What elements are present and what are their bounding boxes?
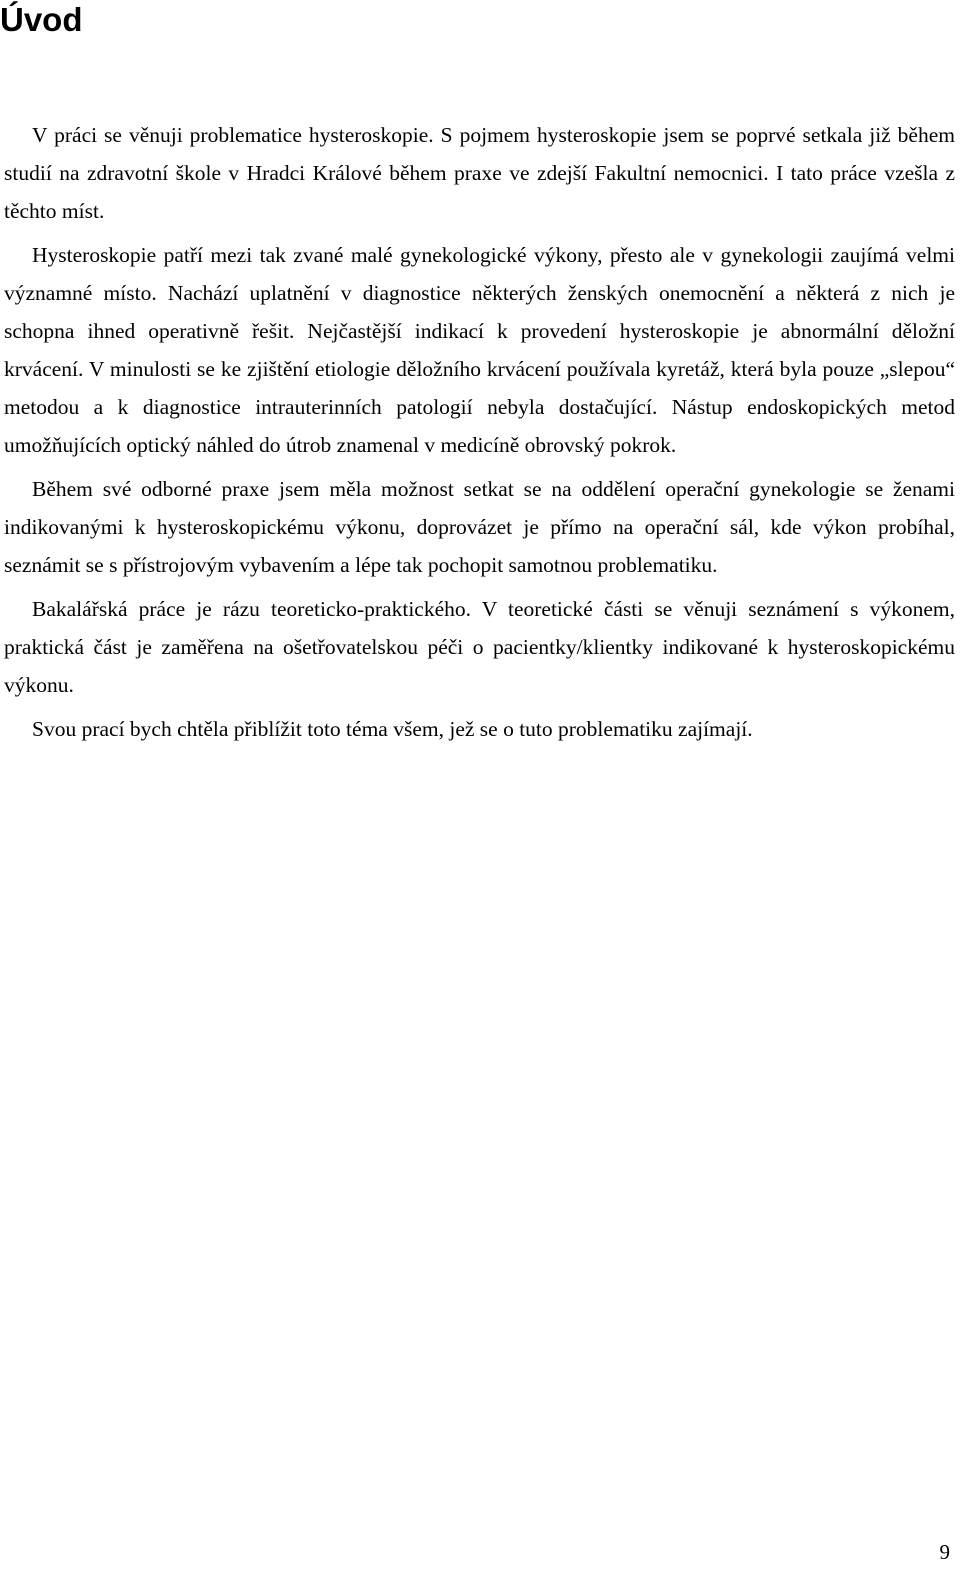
paragraph-3: Během své odborné praxe jsem měla možnost setkat se na oddělení operační gynekologie se ženami indikovanými k hysteroskopickému výkonu, doprovázet je přímo na operační sál, kde výkon probíhal, seznámit se s přístrojovým vybavením a lépe tak pochopit samotnou problematiku.: [4, 477, 955, 577]
section-title: Úvod: [0, 1, 83, 38]
paragraph-4: Bakalářská práce je rázu teoreticko-praktického. V teoretické části se věnuji seznámení s výkonem, praktická část je zaměřena na ošetřovatelskou péči o pacientky/klientky indikované k hysteroskopickému výkonu.: [4, 597, 955, 697]
paragraph-1: V práci se věnuji problematice hysteroskopie. S pojmem hysteroskopie jsem se poprvé setkala již během studií na zdravotní škole v Hradci Králové během praxe ve zdejší Fakultní nemocnici. I tato práce vzešla z těchto míst.: [4, 123, 955, 223]
paragraph-2: Hysteroskopie patří mezi tak zvané malé gynekologické výkony, přesto ale v gynekologii zaujímá velmi významné místo. Nachází uplatnění v diagnostice některých ženských onemocnění a některá z nich je schopna ihned operativně řešit. Nejčastější indikací k provedení hysteroskopie je abnormální děložní krvácení. V minulosti se ke zjištění etiologie děložního krvácení používala kyretáž, která byla pouze „slepou“ metodou a k diagnostice intrauterinních patologií nebyla dostačující. Nástup endoskopických metod umožňujících optický náhled do útrob znamenal v medicíně obrovský pokrok.: [4, 243, 955, 457]
body-text: [4, 116, 955, 754]
paragraph-5: Svou prací bych chtěla přiblížit toto téma všem, jež se o tuto problematiku zajímají.: [32, 717, 753, 741]
page-number: 9: [939, 1540, 950, 1564]
